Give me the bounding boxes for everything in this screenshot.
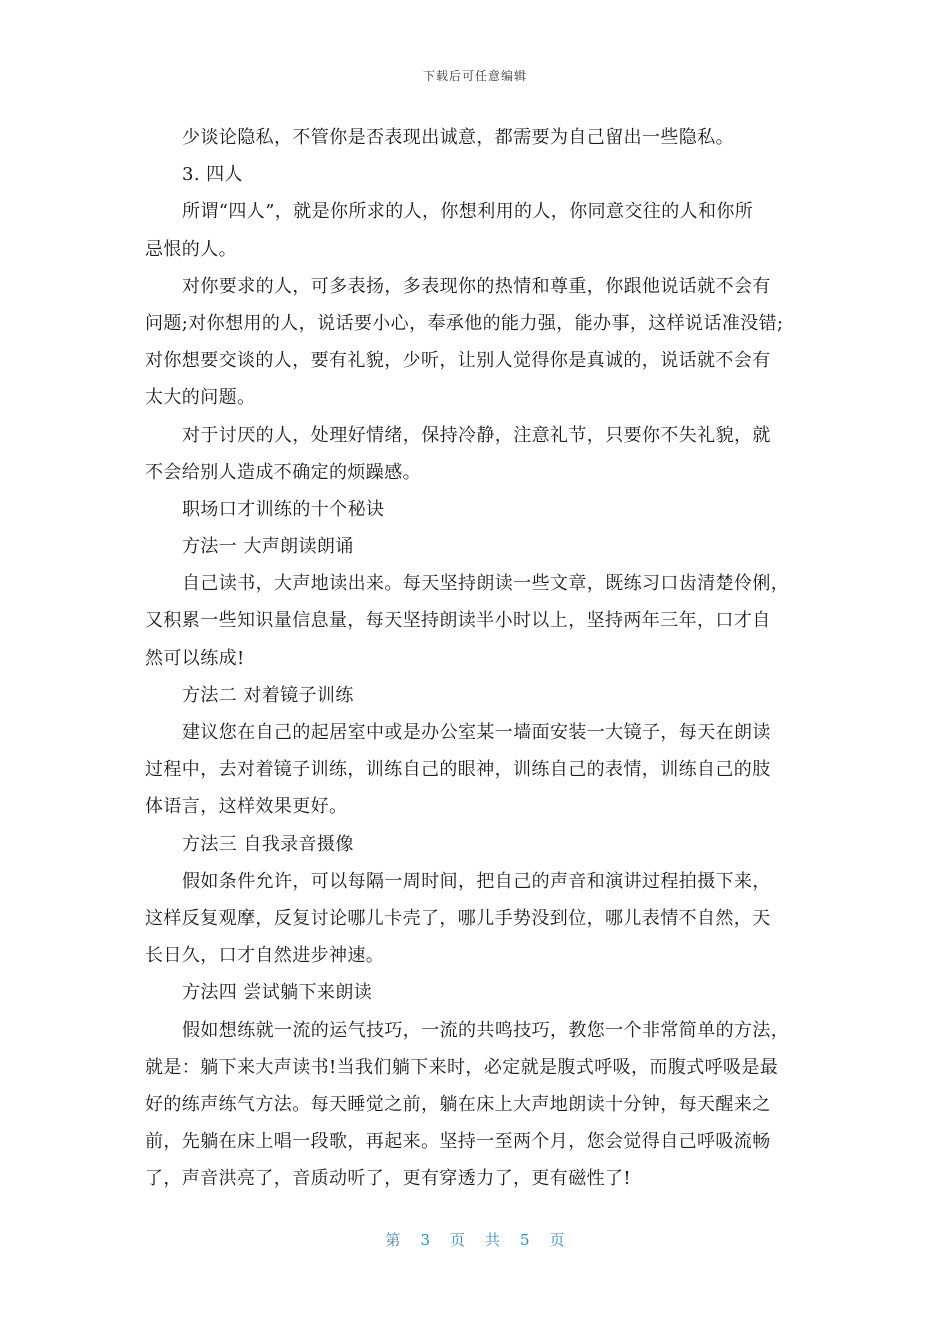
text-line: 就是：躺下来大声读书!当我们躺下来时，必定就是腹式呼吸，而腹式呼吸是最	[145, 1056, 779, 1078]
text-line: 少谈论隐私，不管你是否表现出诚意，都需要为自己留出一些隐私。	[182, 127, 734, 148]
text-line: 假如条件允许，可以每隔一周时间，把自己的声音和演讲过程拍摄下来，	[182, 870, 771, 892]
document-body	[145, 119, 810, 1197]
footer-current-page: 3	[420, 1231, 430, 1249]
footer-label-total: 共	[485, 1231, 501, 1249]
text-line: 建议您在自己的起居室中或是办公室某一墙面安装一大镜子，每天在朗读	[182, 722, 771, 743]
text-line: 又积累一些知识量信息量，每天坚持朗读半小时以上，坚持两年三年，口才自	[145, 610, 771, 632]
text-line: 体语言，这样效果更好。	[145, 796, 348, 818]
page-footer	[0, 1229, 950, 1250]
text-line: 长日久，口才自然进步神速。	[145, 945, 385, 967]
footer-label-page: 第	[385, 1231, 401, 1249]
text-line: 方法一 大声朗读朗诵	[182, 536, 354, 558]
text-line: 职场口才训练的十个秘诀	[182, 498, 385, 520]
text-line: 不会给别人造成不确定的烦躁感。	[145, 461, 421, 483]
text-line: 对你要求的人，可多表扬，多表现你的热情和尊重，你跟他说话就不会有	[182, 275, 771, 297]
text-line: 太大的问题。	[145, 387, 256, 409]
footer-label-total-unit: 页	[549, 1231, 565, 1249]
text-line: 好的练声练气方法。每天睡觉之前，躺在床上大声地朗读十分钟，每天醒来之	[145, 1093, 771, 1115]
text-line: 这样反复观摩，反复讨论哪儿卡壳了，哪儿手势没到位，哪儿表情不自然，天	[145, 907, 771, 929]
text-line: 3. 四人	[182, 164, 243, 186]
text-line: 问题;对你想用的人，说话要小心，奉承他的能力强，能办事，这样说话准没错;	[145, 312, 784, 334]
text-line: 忌恨的人。	[145, 238, 237, 260]
text-line: 对于讨厌的人，处理好情绪，保持冷静，注意礼节，只要你不失礼貌，就	[182, 424, 771, 446]
text-line: 了，声音洪亮了，音质动听了，更有穿透力了，更有磁性了!	[145, 1168, 632, 1190]
text-line: 然可以练成!	[145, 647, 245, 669]
text-line: 自己读书，大声地读出来。每天坚持朗读一些文章，既练习口齿清楚伶俐，	[182, 573, 790, 595]
text-line: 假如想练就一流的运气技巧，一流的共鸣技巧，教您一个非常简单的方法，	[182, 1019, 790, 1041]
text-line: 方法四 尝试躺下来朗读	[182, 982, 373, 1004]
text-line: 对你想要交谈的人，要有礼貌，少听，让别人觉得你是真诚的，说话就不会有	[145, 350, 771, 372]
download-note: 下载后可任意编辑	[422, 69, 527, 83]
text-line: 方法三 自我录音摄像	[182, 833, 354, 855]
footer-total-pages: 5	[520, 1231, 530, 1249]
footer-label-page-unit: 页	[449, 1231, 465, 1249]
text-line: 方法二 对着镜子训练	[182, 684, 354, 706]
text-line: 所谓“四人”，就是你所求的人，你想利用的人，你同意交往的人和你所	[182, 201, 754, 223]
text-line: 过程中，去对着镜子训练，训练自己的眼神，训练自己的表情，训练自己的肢	[145, 759, 771, 781]
text-line: 前，先躺在床上唱一段歌，再起来。坚持一至两个月，您会觉得自己呼吸流畅	[145, 1131, 771, 1153]
